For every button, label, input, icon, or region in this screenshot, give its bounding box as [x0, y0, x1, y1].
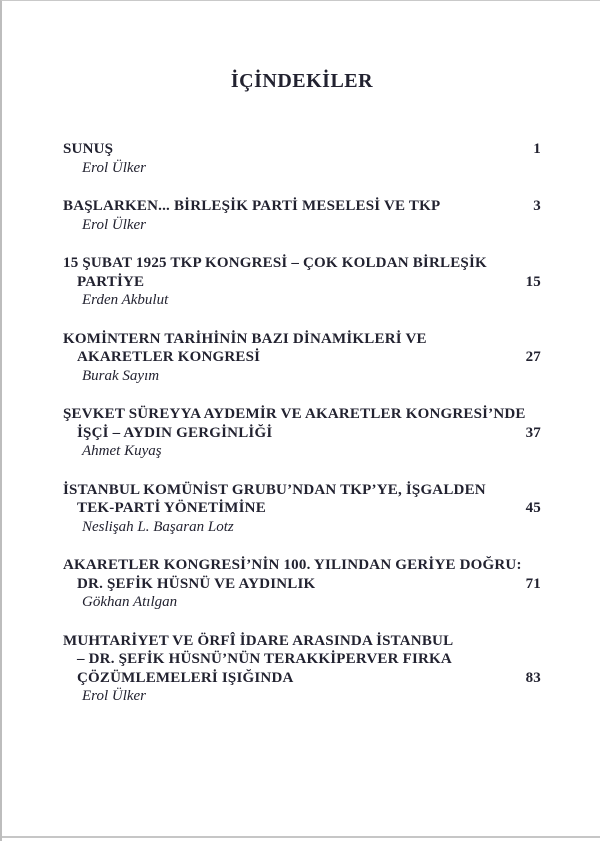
entry-title-line [63, 556, 541, 575]
toc-entry [63, 481, 541, 537]
toc-entry [63, 405, 541, 461]
entry-author: Neslişah L. Başaran Lotz [82, 518, 234, 535]
entry-author: Erden Akbulut [82, 292, 169, 308]
entry-title-line [63, 330, 541, 349]
entry-title-line [63, 405, 541, 424]
entry-title-line [63, 499, 541, 518]
entry-page-number: 37 [525, 424, 541, 441]
toc-entry [63, 556, 541, 612]
entry-title-line [63, 273, 541, 292]
entry-title-text: ŞEVKET SÜREYYA AYDEMİR VE AKARETLER KONGRESİ’NDE [63, 406, 526, 422]
entry-title-line [63, 254, 541, 273]
toc-entry [63, 140, 541, 177]
entry-author: Gökhan Atılgan [82, 594, 178, 610]
toc-list [63, 140, 541, 706]
toc-entry [63, 330, 541, 386]
entry-page-number: 71 [525, 575, 541, 592]
entry-page-number: 83 [525, 669, 541, 686]
entry-title-line [63, 481, 541, 500]
entry-author: Erol Ülker [82, 216, 147, 233]
entry-title-text: DR. ŞEFİK HÜSNÜ VE AYDINLIK [77, 575, 316, 592]
entry-title-text: AKARETLER KONGRESİ [77, 349, 261, 365]
entry-author: Burak Sayım [82, 367, 160, 384]
entry-page-number: 15 [525, 273, 541, 290]
entry-author: Erol Ülker [82, 688, 147, 704]
entry-page-number: 45 [525, 500, 541, 516]
entry-page-number: 1 [533, 141, 541, 157]
entry-title-text: 15 ŞUBAT 1925 TKP KONGRESİ – ÇOK KOLDAN BİRLEŞİK [63, 255, 487, 271]
entry-title-text: – DR. ŞEFİK HÜSNÜ’NÜN TERAKKİPERVER FIRKA [77, 651, 452, 667]
entry-title-text: İŞÇİ – AYDIN GERGİNLİĞİ [77, 424, 273, 441]
entry-title-text: İSTANBUL KOMÜNİST GRUBU’NDAN TKP’YE, İŞGALDEN [63, 481, 486, 498]
entry-title-line [63, 197, 541, 216]
entry-title-line [63, 140, 541, 159]
toc-entry [63, 632, 541, 706]
entry-title-line [63, 424, 541, 443]
entry-title-text: ÇÖZÜMLEMELERİ IŞIĞINDA [77, 669, 294, 686]
toc-entry [63, 197, 541, 234]
entry-title-text: PARTİYE [77, 273, 145, 290]
entry-title-text: AKARETLER KONGRESİ’NİN 100. YILINDAN GERİYE DOĞRU: [63, 557, 522, 573]
entry-title-line [63, 575, 541, 594]
entry-author: Ahmet Kuyaş [82, 443, 162, 459]
entry-title-line [63, 348, 541, 367]
entry-title-line [63, 650, 541, 669]
entry-title-text: BAŞLARKEN... BİRLEŞİK PARTİ MESELESİ VE TKP [63, 198, 441, 214]
entry-page-number: 27 [525, 349, 541, 365]
entry-title-text: TEK-PARTİ YÖNETİMİNE [77, 500, 266, 516]
entry-title-text: SUNUŞ [63, 141, 114, 157]
entry-title-line [63, 669, 541, 688]
entry-title-text: MUHTARİYET VE ÖRFÎ İDARE ARASINDA İSTANBUL [63, 632, 454, 649]
page-bottom-edge [2, 836, 600, 838]
entry-page-number: 3 [533, 198, 541, 214]
page-title: İÇİNDEKİLER [230, 70, 374, 92]
entry-title-line [63, 632, 541, 651]
entry-title-text: KOMİNTERN TARİHİNİN BAZI DİNAMİKLERİ VE [63, 330, 427, 347]
entry-author: Erol Ülker [82, 159, 147, 176]
toc-entry [63, 254, 541, 310]
